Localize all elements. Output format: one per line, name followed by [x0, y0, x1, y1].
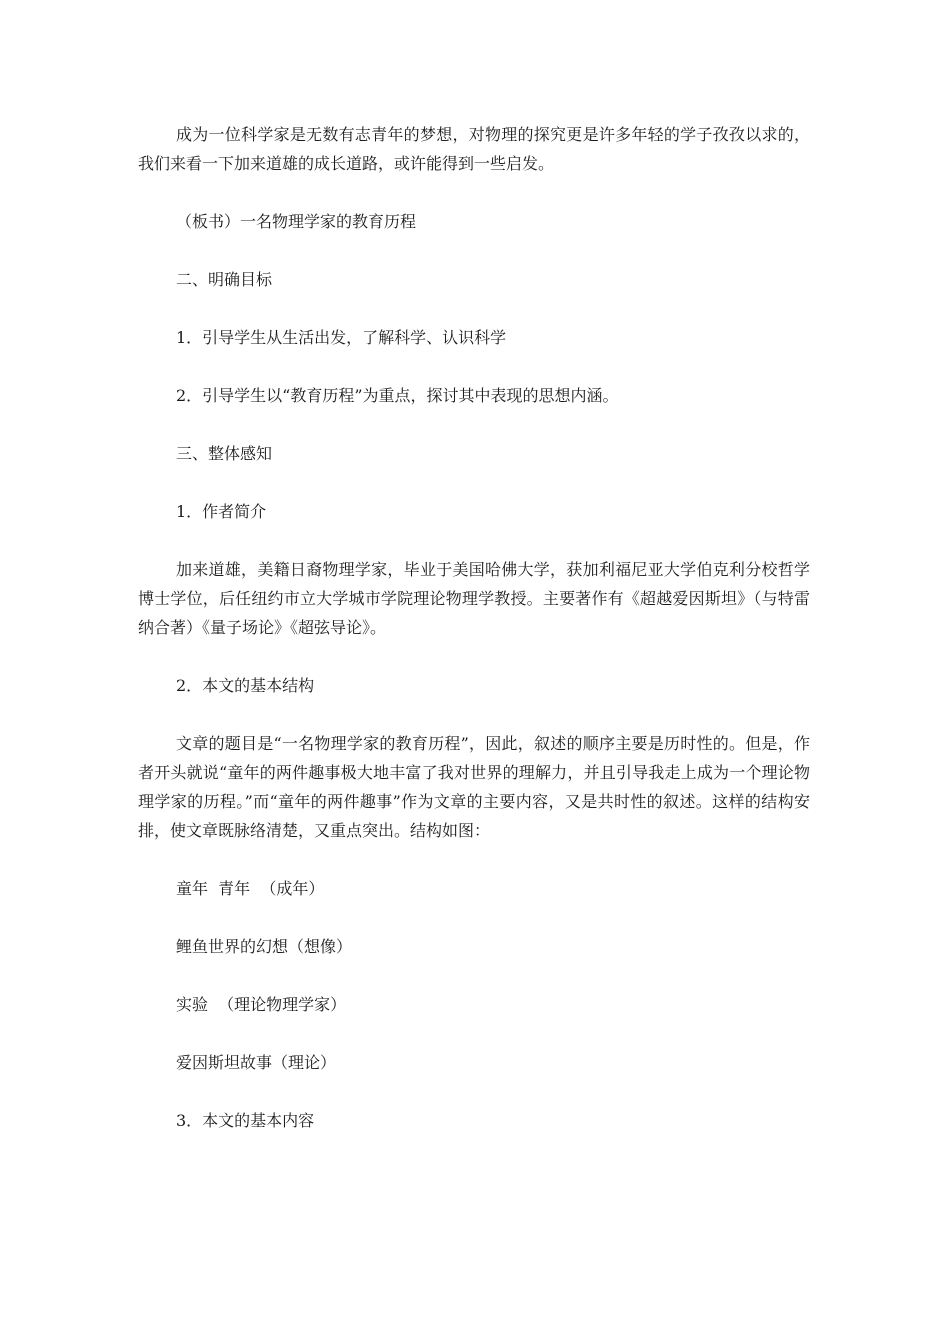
- section-heading-overview: 三、整体感知: [176, 444, 273, 463]
- structure-line-4: 爱因斯坦故事（理论）: [176, 1053, 337, 1072]
- subheading-content: 3．本文的基本内容: [176, 1111, 315, 1130]
- subheading-structure: 2．本文的基本结构: [176, 676, 315, 695]
- structure-line-3: 实验 （理论物理学家）: [176, 995, 347, 1014]
- structure-line-1: 童年 青年 （成年）: [176, 879, 325, 898]
- goal-item-2: 2．引导学生以“教育历程”为重点，探讨其中表现的思想内涵。: [176, 386, 619, 405]
- board-title: （板书）一名物理学家的教育历程: [176, 212, 417, 231]
- intro-paragraph: 成为一位科学家是无数有志青年的梦想，对物理的探究更是许多年轻的学子孜孜以求的，我们来看一下加来道雄的成长道路，或许能得到一些启发。: [138, 125, 810, 173]
- subheading-author: 1．作者简介: [176, 502, 267, 521]
- structure-line-2: 鲤鱼世界的幻想（想像）: [176, 937, 353, 956]
- author-paragraph: 加来道雄，美籍日裔物理学家，毕业于美国哈佛大学，获加利福尼亚大学伯克利分校哲学博士学位，后任纽约市立大学城市学院理论物理学教授。主要著作有《超越爱因斯坦》（与特雷纳合著）《量子场论》《超弦导论》。: [138, 560, 810, 637]
- document-body: [138, 120, 810, 1135]
- goal-item-1: 1．引导学生从生活出发，了解科学、认识科学: [176, 328, 507, 347]
- section-heading-goals: 二、明确目标: [176, 270, 273, 289]
- structure-paragraph: 文章的题目是“一名物理学家的教育历程”，因此，叙述的顺序主要是历时性的。但是，作者开头就说“童年的两件趣事极大地丰富了我对世界的理解力，并且引导我走上成为一个理论物理学家的历程。”而“童年的两件趣事”作为文章的主要内容，又是共时性的叙述。这样的结构安排，使文章既脉络清楚，又重点突出。结构如图：: [138, 734, 810, 840]
